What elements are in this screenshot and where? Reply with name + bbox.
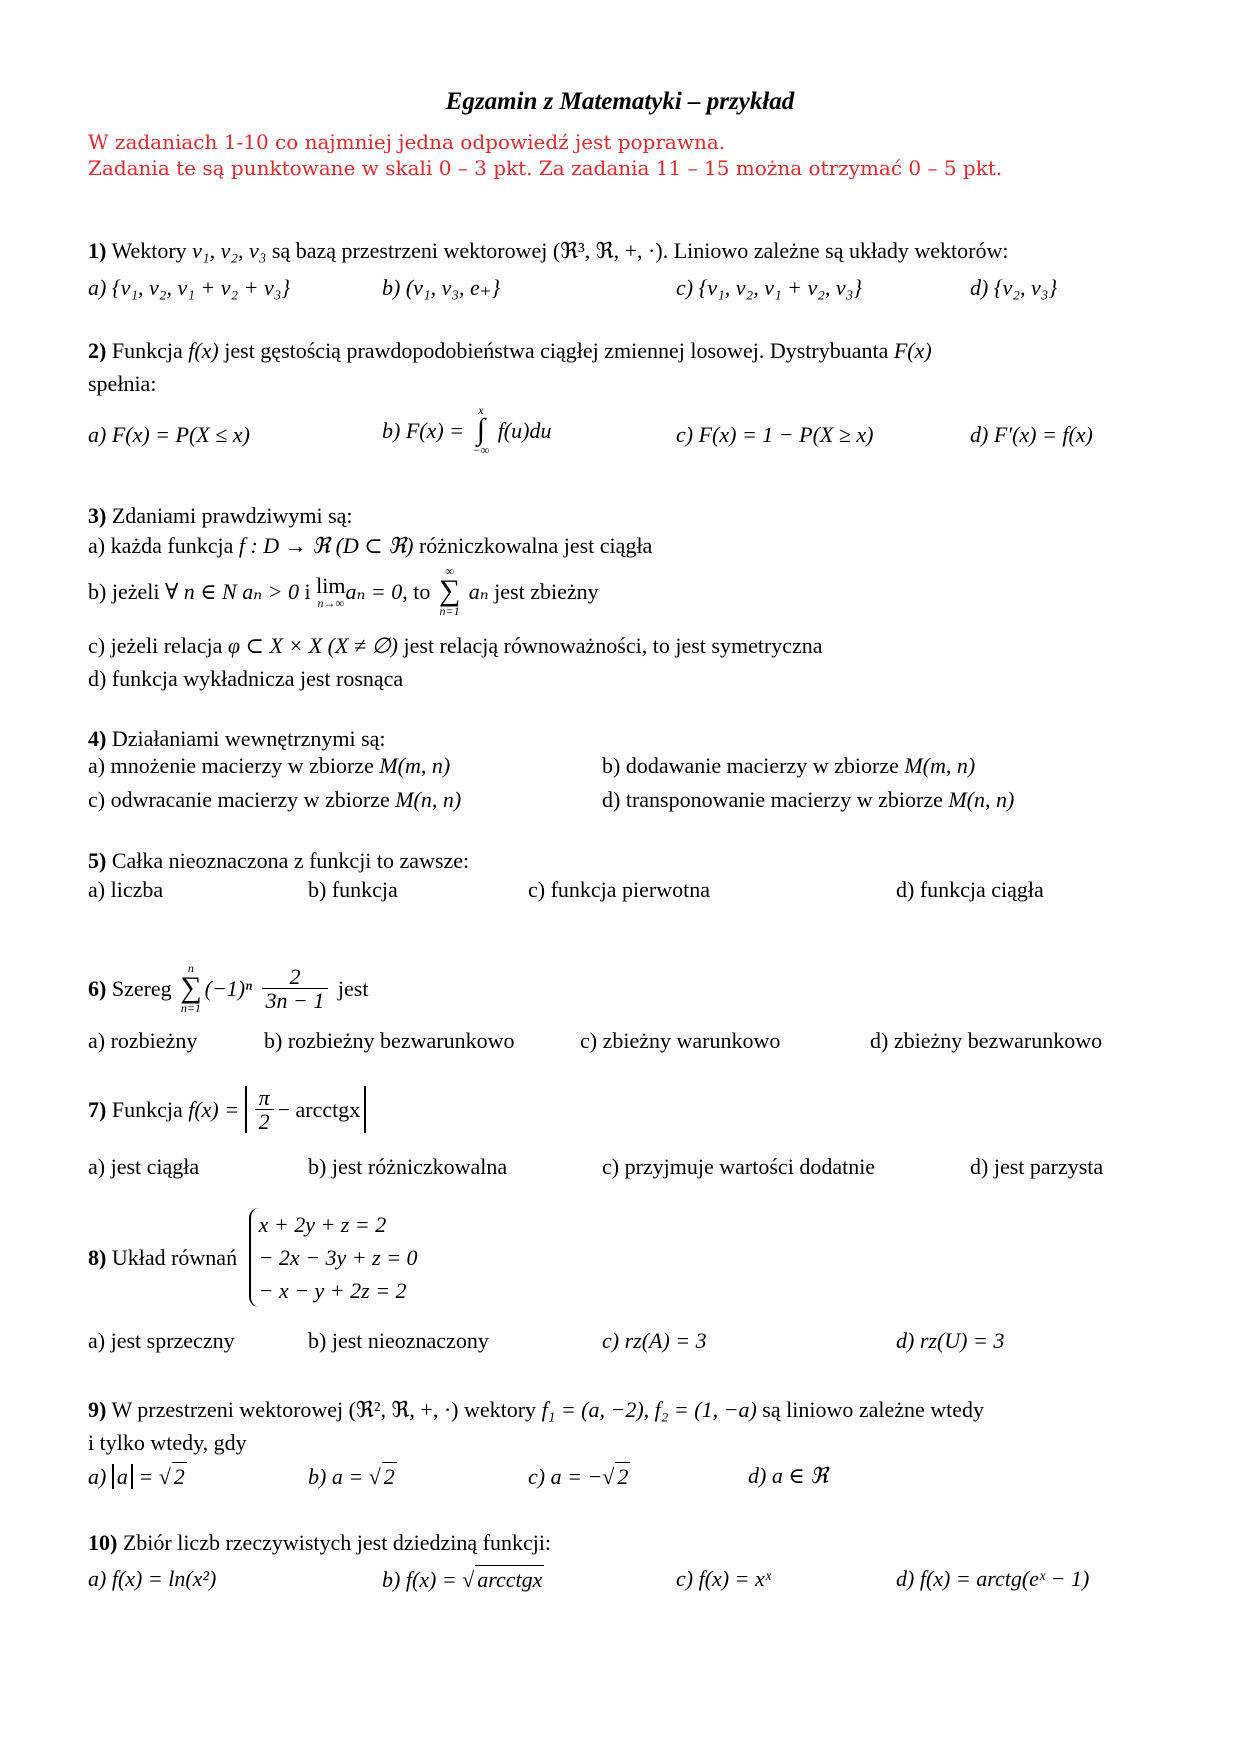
- answer-9b: b) a = √ 2: [308, 1464, 395, 1489]
- answer-5d: d) funkcja ciągła: [896, 877, 1044, 902]
- answer-9d: d) a ∈ ℜ: [748, 1463, 829, 1488]
- answer-8b: b) jest nieoznaczony: [308, 1328, 489, 1353]
- answer-3c: c) jeżeli relacja φ ⊂ X × X (X ≠ ∅) jest relacją równoważności, to jest symetryczna: [88, 633, 823, 658]
- answer-6c: c) zbieżny warunkowo: [580, 1028, 781, 1053]
- answer-10a: a) f(x) = ln(x²): [88, 1566, 217, 1591]
- answer-10c: c) f(x) = xˣ: [676, 1566, 771, 1591]
- answer-7d: d) jest parzysta: [970, 1154, 1104, 1179]
- intro-line-1: W zadaniach 1-10 co najmniej jedna odpowiedź jest poprawna.: [88, 130, 726, 154]
- answer-6a: a) rozbieżny: [88, 1028, 198, 1053]
- question-1-stem: 1) Wektory v₁, v₂, v₃ są bazą przestrzeni wektorowej (ℜ³, ℜ, +, ·). Liniowo zależne są układy wektorów:: [88, 238, 1009, 263]
- question-number: 9): [88, 1397, 107, 1422]
- answer-1c: c) {v₁, v₂, v₁ + v₂, v₃}: [676, 275, 863, 300]
- answer-1a: a) {v₁, v₂, v₁ + v₂ + v₃}: [88, 275, 291, 300]
- page-title: Egzamin z Matematyki – przykład: [445, 88, 795, 115]
- answer-4d: d) transponowanie macierzy w zbiorze M(n, n): [602, 787, 1015, 812]
- question-5-stem: 5) Całka nieoznaczona z funkcji to zawsze:: [88, 848, 470, 873]
- answer-7a: a) jest ciągła: [88, 1154, 200, 1179]
- answer-4b: b) dodawanie macierzy w zbiorze M(m, n): [602, 753, 976, 778]
- question-6-stem: 6) Szereg n ∑ n=1 (−1)ⁿ $\frac{2}{3n - 1}$ jest: [88, 961, 369, 1015]
- question-9-stem-line-2: i tylko wtedy, gdy: [88, 1430, 247, 1455]
- limit-symbol: lim n→∞: [316, 572, 346, 610]
- intro-line-2: Zadania te są punktowane w skali 0 – 3 pkt. Za zadania 11 – 15 można otrzymać 0 – 5 pkt.: [88, 156, 1003, 180]
- answer-3b: b) jeżeli ∀ n ∈ N aₙ > 0 i lim n→∞ aₙ = 0, to ∞ ∑ n=1 aₙ jest zbieżny: [88, 564, 599, 618]
- question-4-stem: 4) Działaniami wewnętrznymi są:: [88, 726, 386, 751]
- answer-8c: c) rz(A) = 3: [602, 1328, 707, 1353]
- question-8-stem: 8) Układ równań x + 2y + z = 2 − 2x − 3y + z = 0 − x − y + 2z = 2: [88, 1208, 418, 1307]
- answer-8d: d) rz(U) = 3: [896, 1328, 1005, 1353]
- answer-5a: a) liczba: [88, 877, 164, 902]
- fraction: $\frac{\pi}{2}$: [255, 1086, 274, 1133]
- answer-9a: a) a = √ 2: [88, 1464, 185, 1489]
- answer-5c: c) funkcja pierwotna: [528, 877, 711, 902]
- question-number: 1): [88, 238, 107, 263]
- question-10-stem: 10) Zbiór liczb rzeczywistych jest dziedziną funkcji:: [88, 1530, 552, 1555]
- fraction: $\frac{2}{3n - 1}$: [262, 965, 329, 1012]
- answer-1d: d) {v₂, v₃}: [970, 275, 1058, 300]
- question-2-stem: 2) Funkcja f(x) jest gęstością prawdopodobieństwa ciągłej zmiennej losowej. Dystrybuanta F(x): [88, 338, 932, 363]
- question-number: 8): [88, 1244, 107, 1270]
- answer-2d: d) F′(x) = f(x): [970, 422, 1093, 447]
- answer-6d: d) zbieżny bezwarunkowo: [870, 1028, 1103, 1053]
- answer-4a: a) mnożenie macierzy w zbiorze M(m, n): [88, 753, 451, 778]
- question-number: 10): [88, 1530, 118, 1555]
- question-9-stem: 9) W przestrzeni wektorowej (ℜ², ℜ, +, ·) wektory f₁ = (a, −2), f₂ = (1, −a) są liniowo zależne wtedy: [88, 1397, 985, 1422]
- answer-2a: a) F(x) = P(X ≤ x): [88, 422, 250, 447]
- sum-symbol: ∞ ∑ n=1: [438, 564, 461, 618]
- question-number: 4): [88, 726, 107, 751]
- question-number: 6): [88, 975, 107, 1001]
- answer-9c: c) a = −√ 2: [528, 1464, 629, 1489]
- answer-10b: b) f(x) = √ arcctgx: [382, 1567, 543, 1592]
- answer-2b: b) F(x) = x ∫ −∞ f(u)du: [382, 403, 552, 457]
- answer-7b: b) jest różniczkowalna: [308, 1154, 508, 1179]
- answer-2c: c) F(x) = 1 − P(X ≥ x): [676, 422, 874, 447]
- question-number: 2): [88, 338, 107, 363]
- question-number: 5): [88, 848, 107, 873]
- equation-system: x + 2y + z = 2 − 2x − 3y + z = 0 − x − y + 2z = 2: [249, 1208, 418, 1307]
- question-number: 3): [88, 503, 107, 528]
- answer-3d: d) funkcja wykładnicza jest rosnąca: [88, 666, 404, 691]
- question-3-stem: 3) Zdaniami prawdziwymi są:: [88, 503, 353, 528]
- question-2-stem-line-2: spełnia:: [88, 371, 157, 396]
- answer-7c: c) przyjmuje wartości dodatnie: [602, 1154, 876, 1179]
- sum-symbol: n ∑ n=1: [180, 961, 202, 1015]
- answer-10d: d) f(x) = arctg(eˣ − 1): [896, 1566, 1090, 1591]
- answer-4c: c) odwracanie macierzy w zbiorze M(n, n): [88, 787, 462, 812]
- answer-1b: b) (v₁, v₃, e₊}: [382, 275, 501, 300]
- answer-5b: b) funkcja: [308, 877, 398, 902]
- integral-symbol: x ∫ −∞: [472, 403, 490, 457]
- answer-8a: a) jest sprzeczny: [88, 1328, 235, 1353]
- question-7-stem: 7) Funkcja f(x) = $\frac{\pi}{2}$ − arcctgx: [88, 1086, 366, 1133]
- answer-6b: b) rozbieżny bezwarunkowo: [264, 1028, 515, 1053]
- absolute-value: $\frac{\pi}{2}$ − arcctgx: [245, 1086, 367, 1133]
- question-number: 7): [88, 1096, 107, 1122]
- answer-3a: a) każda funkcja f : D → ℜ (D ⊂ ℜ) różniczkowalna jest ciągła: [88, 533, 653, 558]
